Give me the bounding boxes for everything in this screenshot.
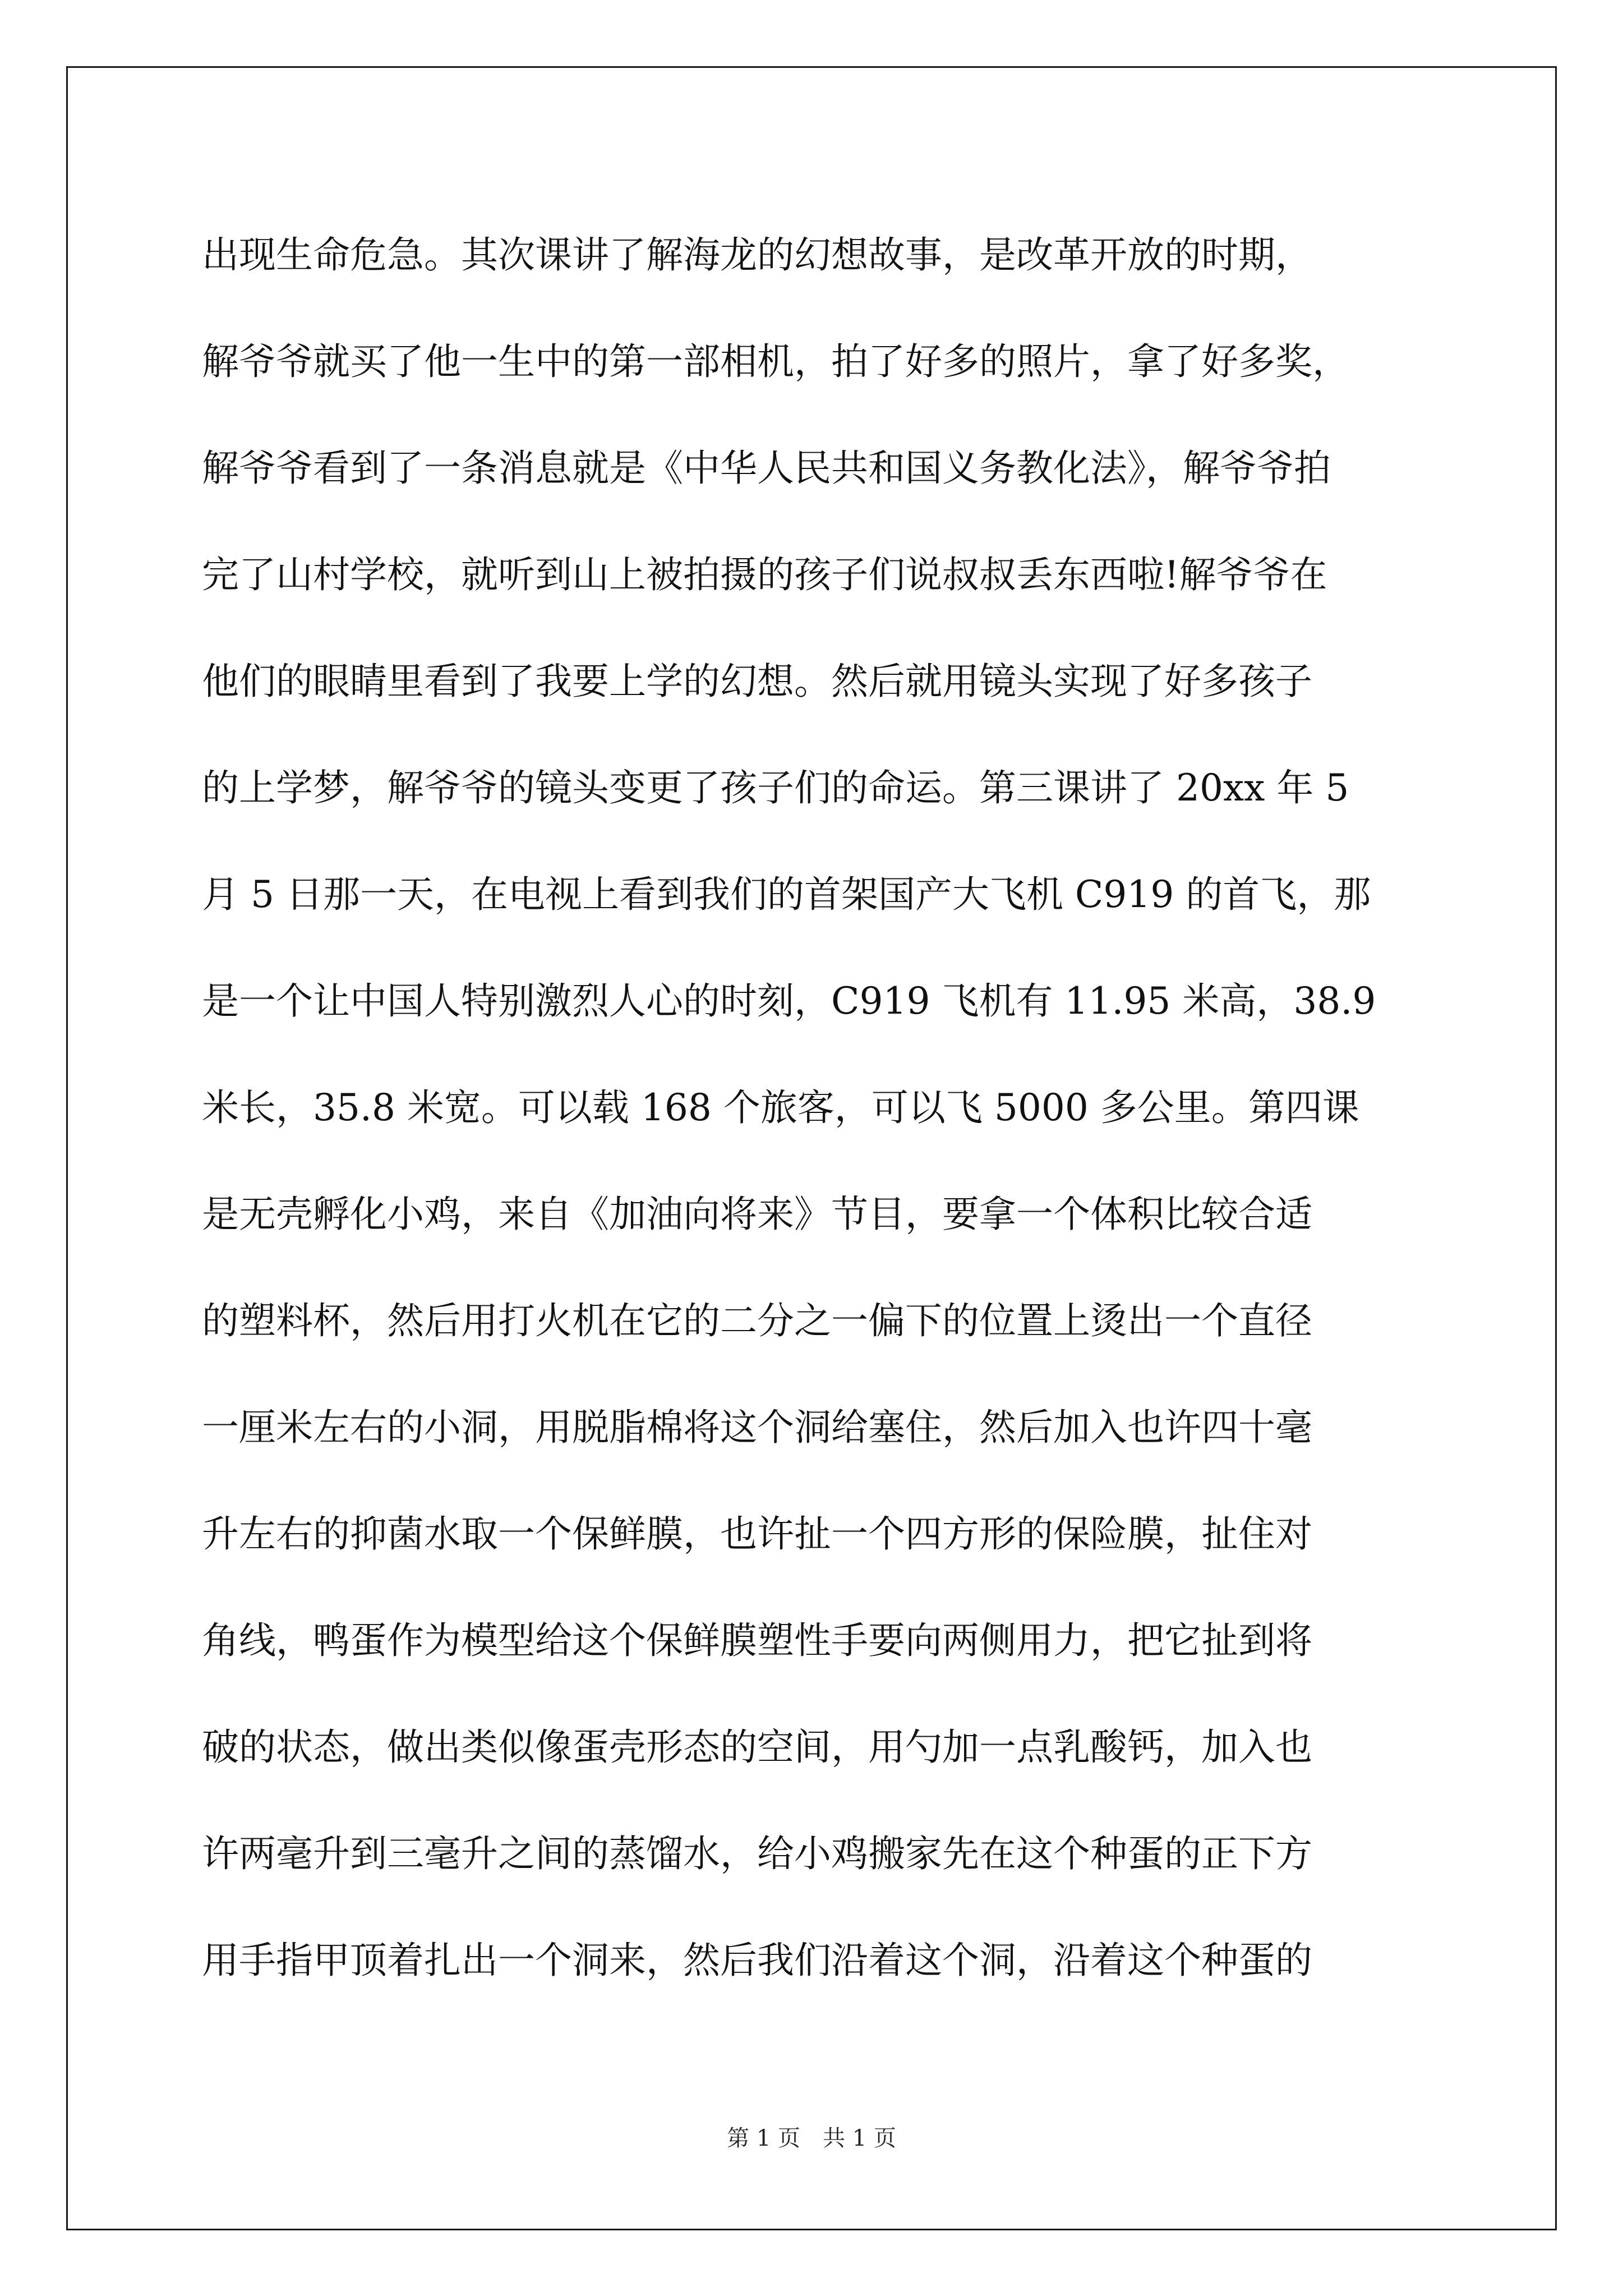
document-body: [202, 202, 1424, 2014]
text-line: 的塑料杯，然后用打火机在它的二分之一偏下的位置上烫出一个直径: [202, 1299, 1312, 1342]
text-line: 升左右的抑菌水取一个保鲜膜，也许扯一个四方形的保险膜，扯住对: [202, 1512, 1312, 1556]
text-line: 解爷爷就买了他一生中的第一部相机，拍了好多的照片，拿了好多奖，: [202, 340, 1349, 383]
text-line: 角线，鸭蛋作为模型给这个保鲜膜塑性手要向两侧用力，把它扯到将: [202, 1619, 1312, 1662]
text-line: 的上学梦，解爷爷的镜头变更了孩子们的命运。第三课讲了 20xx 年 5: [202, 766, 1349, 809]
text-line: 是无壳孵化小鸡，来自《加油向将来》节目，要拿一个体积比较合适: [202, 1193, 1312, 1236]
text-line: 一厘米左右的小洞，用脱脂棉将这个洞给塞住，然后加入也许四十毫: [202, 1406, 1312, 1449]
text-line: 月 5 日那一天，在电视上看到我们的首架国产大飞机 C919 的首飞，那: [202, 873, 1371, 916]
text-line: 是一个让中国人特别激烈人心的时刻，C919 飞机有 11.95 米高，38.9: [202, 979, 1376, 1023]
text-line: 破的状态，做出类似像蛋壳形态的空间，用勺加一点乳酸钙，加入也: [202, 1726, 1312, 1769]
text-line: 完了山村学校，就听到山上被拍摄的孩子们说叔叔丢东西啦!解爷爷在: [202, 553, 1327, 596]
text-line: 出现生命危急。其次课讲了解海龙的幻想故事，是改革开放的时期，: [202, 233, 1312, 277]
text-line: 他们的眼睛里看到了我要上学的幻想。然后就用镜头实现了好多孩子: [202, 660, 1312, 703]
page-footer: 第 1 页 共 1 页: [727, 2125, 896, 2151]
text-line: 许两毫升到三毫升之间的蒸馏水，给小鸡搬家先在这个种蛋的正下方: [202, 1832, 1312, 1875]
text-line: 米长，35.8 米宽。可以载 168 个旅客，可以飞 5000 多公里。第四课: [202, 1086, 1359, 1129]
text-line: 解爷爷看到了一条消息就是《中华人民共和国义务教化法》，解爷爷拍: [202, 447, 1331, 490]
text-line: 用手指甲顶着扎出一个洞来，然后我们沿着这个洞，沿着这个种蛋的: [202, 1939, 1312, 1982]
